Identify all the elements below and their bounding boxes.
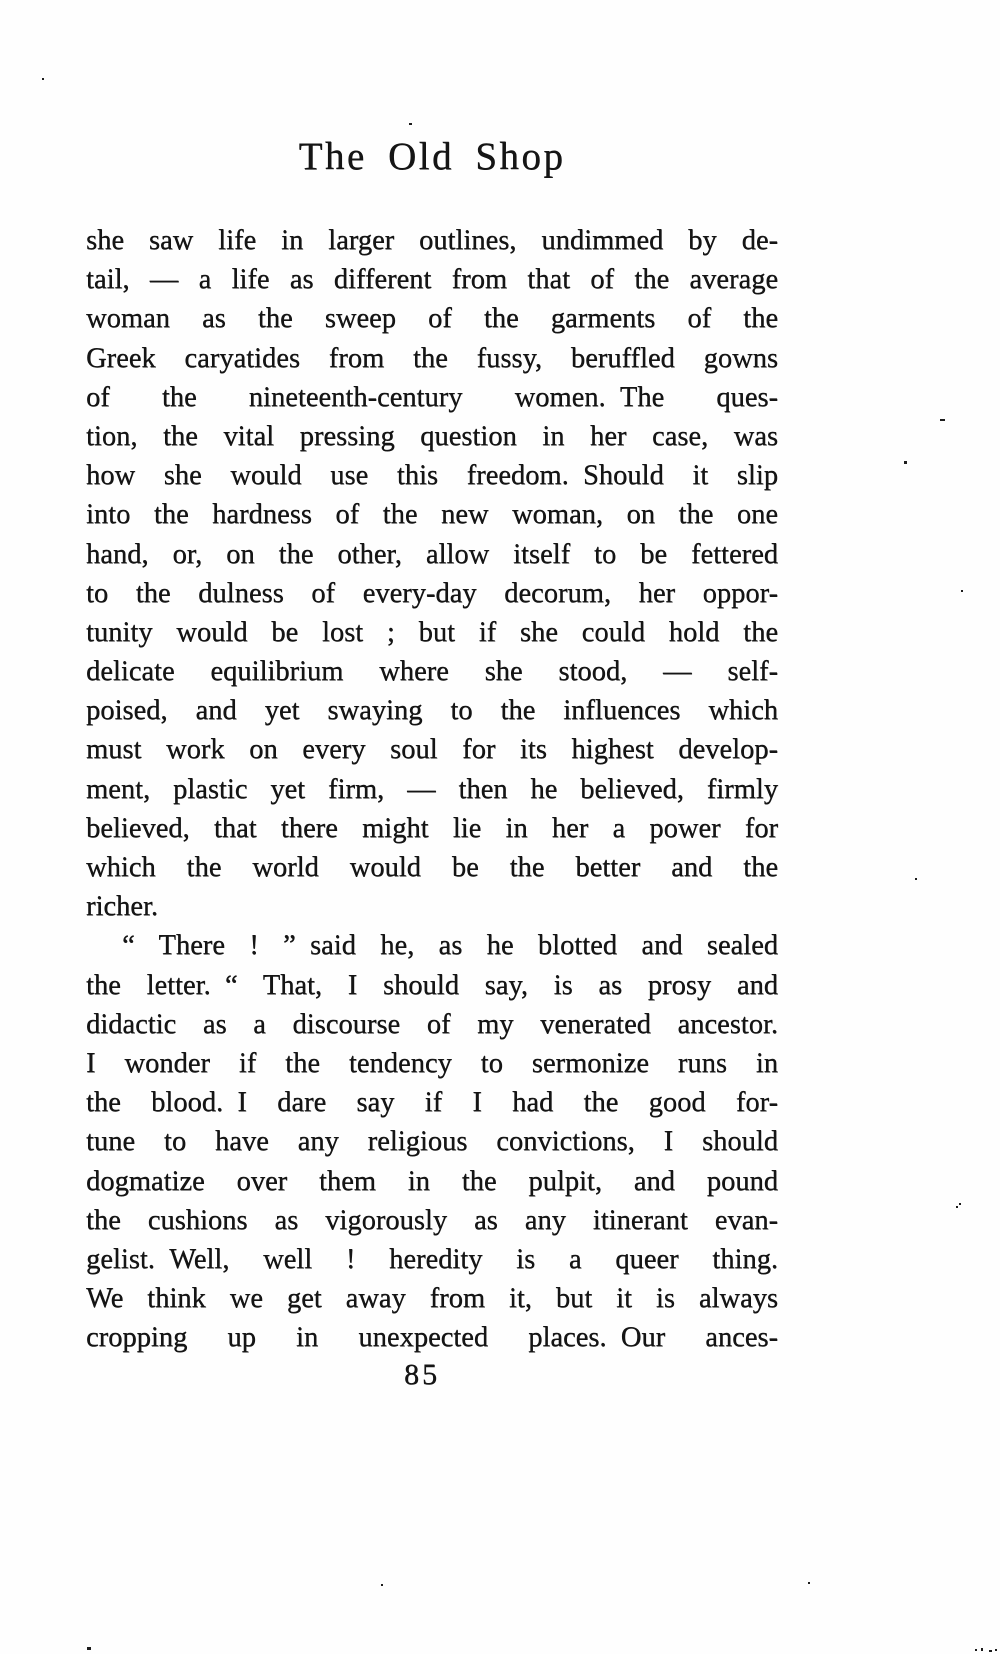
text-line: the blood. I dare say if I had the good for-: [86, 1087, 778, 1119]
scan-speckle: [975, 1649, 977, 1651]
page-number: 85: [404, 1358, 440, 1391]
text-line: how she would use this freedom. Should it slip: [86, 460, 778, 492]
scan-speckle: [381, 1584, 383, 1586]
text-line: the letter. “ That, I should say, is as prosy and: [86, 969, 778, 1001]
running-header-title: The Old Shop: [298, 135, 566, 178]
text-line: tune to have any religious convictions, I should: [86, 1126, 778, 1158]
text-line: delicate equilibrium where she stood, — self-: [86, 656, 778, 688]
scan-speckle: [956, 1206, 958, 1208]
scan-speckle: [915, 878, 917, 880]
text-line: cropping up in unexpected places. Our ances-: [86, 1322, 778, 1354]
text-line: the cushions as vigorously as any itinerant evan-: [86, 1204, 778, 1236]
scan-speckle: [87, 1647, 91, 1650]
text-line: ment, plastic yet firm, — then he believed, firmly: [86, 773, 778, 805]
scan-speckle: [940, 419, 945, 421]
scan-speckle: [959, 1203, 961, 1205]
text-line: which the world would be the better and the: [86, 852, 778, 883]
text-line: hand, or, on the other, allow itself to be fettered: [86, 538, 778, 570]
text-line: didactic as a discourse of my venerated ancestor.: [86, 1008, 778, 1040]
text-line: tunity would be lost ; but if she could hold the: [86, 616, 778, 648]
body-text: [86, 221, 778, 1357]
text-line: woman as the sweep of the garments of the: [86, 303, 778, 335]
text-line: tail, — a life as different from that of the average: [86, 264, 778, 296]
paragraph-end-line: richer.: [86, 891, 159, 923]
text-line: gelist. Well, well ! heredity is a queer thing.: [86, 1243, 778, 1275]
text-line: I wonder if the tendency to sermonize runs in: [86, 1047, 778, 1079]
scan-speckle: [409, 123, 412, 125]
text-line: We think we get away from it, but it is always: [86, 1283, 778, 1315]
scan-speckle: [995, 1649, 997, 1651]
text-line: believed, that there might lie in her a power for: [86, 812, 778, 844]
text-line: poised, and yet swaying to the influences which: [86, 695, 778, 727]
scan-speckle: [961, 590, 963, 592]
text-line: of the nineteenth-century women. The ques-: [86, 381, 778, 413]
text-line: must work on every soul for its highest develop-: [86, 734, 778, 766]
scan-speckle: [808, 1582, 810, 1584]
text-line: tion, the vital pressing question in her case, was: [86, 420, 778, 452]
scan-speckle: [42, 78, 44, 80]
text-line: Greek caryatides from the fussy, beruffled gowns: [86, 342, 778, 374]
scan-speckle: [904, 461, 907, 464]
scan-speckle: [989, 1650, 992, 1652]
text-line: she saw life in larger outlines, undimmed by de-: [86, 225, 778, 256]
text-line: into the hardness of the new woman, on the one: [86, 499, 778, 531]
text-line: dogmatize over them in the pulpit, and pound: [86, 1165, 778, 1197]
text-line: to the dulness of every-day decorum, her oppor-: [86, 577, 778, 609]
paragraph-start-line: “ There ! ” said he, as he blotted and sealed: [122, 930, 778, 962]
scan-speckle: [981, 1648, 983, 1651]
